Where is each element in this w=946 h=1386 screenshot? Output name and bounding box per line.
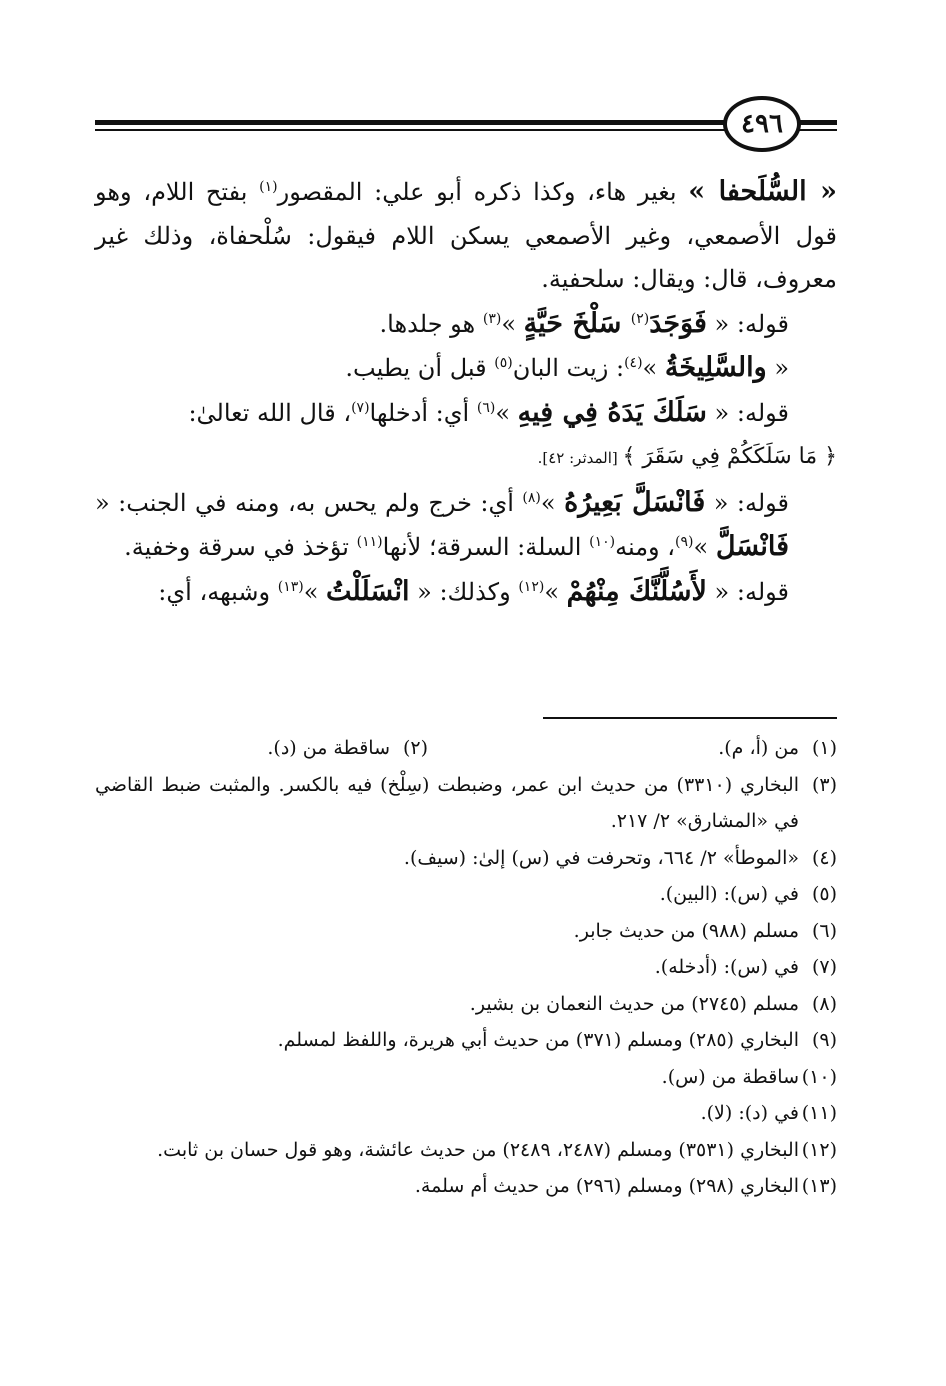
footnote-text: في (د): (لا). <box>700 1102 799 1124</box>
footnote-number: (١٠) <box>801 1065 837 1088</box>
headword: والسَّلِيخَةُ <box>664 352 767 383</box>
paragraph-6: قوله: « لأَسُلَّنَّكَ مِنْهُمْ »$^{(١٢)}$ وكذلك: « انْسَلَلْتُ »$^{(١٣)}$ وشبهه، أي: <box>158 575 789 607</box>
footnote-number: (٤) <box>811 846 837 869</box>
footnote-ref: (١٠) <box>589 534 616 550</box>
footnote-text: مسلم (٢٧٤٥) من حديث النعمان بن بشير. <box>469 992 799 1015</box>
footnote-number: (٥) <box>811 883 837 905</box>
footnote-number: (٩) <box>811 1029 837 1051</box>
footnote-ref: (١٣) <box>277 578 304 595</box>
footnote-ref: (٩) <box>675 534 694 550</box>
footnote-number: (١١) <box>801 1102 837 1124</box>
footnote-text: البخاري (٣٥٣١) ومسلم (٢٤٨٧، ٢٤٨٩) من حديث عائشة، وهو قول حسان بن ثابت. <box>157 1138 799 1161</box>
footnote-ref: (١) <box>259 179 278 195</box>
headword: سَلَكَ يَدَهُ فِي فِيهِ <box>517 396 707 428</box>
footnote <box>95 840 837 877</box>
headword: « السُّلَحفا » <box>688 176 837 207</box>
footnote-ref: (٨) <box>522 489 541 506</box>
footnote-ref: (٣) <box>482 310 502 327</box>
quran-verse <box>95 435 837 481</box>
headword: فَوَجَدَ <box>649 307 707 339</box>
footnote-text: مسلم (٩٨٨) من حديث جابر. <box>573 919 799 942</box>
footnote <box>95 913 837 950</box>
footnote-ref: (٢) <box>630 310 650 327</box>
footnote <box>95 1022 837 1059</box>
footnote-ref: (٤) <box>624 355 643 371</box>
footnote <box>95 949 837 986</box>
footnote-number: (٨) <box>811 992 837 1015</box>
footnote-text: البخاري (٢٩٨) ومسلم (٢٩٦) من حديث أم سلمة. <box>414 1175 799 1197</box>
page-number: ٤٩٦ <box>723 96 801 152</box>
footnote-text: في (س): (أدخله). <box>654 956 799 978</box>
paragraph-1: « السُّلَحفا » بغير هاء، وكذا ذكره أبو علي: المقصور$^{(١)}$ بفتح اللام، وهو قول الأصمعي، وغير الأصمعي يسكن اللام فيقول: سُلْحفاة، وذلك غير معروف، قال: ويقال: سلحفية. <box>95 176 837 293</box>
paragraph-4: قوله: « سَلَكَ يَدَهُ فِي فِيهِ »$^{(٦)}$ أي: أدخلها$^{(٧)}$، قال الله تعالىٰ: <box>188 396 789 428</box>
footnote-ref: (٧) <box>351 399 370 416</box>
main-text <box>95 170 837 614</box>
paragraph-2: قوله: « فَوَجَدَ$^{(٢)}$ سَلْخَ حَيَّةٍ »$^{(٣)}$ هو جلدها. <box>379 307 789 339</box>
footnote-text: ساقطة من (س). <box>661 1065 799 1088</box>
headword: سَلْخَ حَيَّةٍ <box>523 307 631 339</box>
footnote-number: (٧) <box>811 956 837 978</box>
footnote <box>95 986 837 1023</box>
headword: انْسَلَلْتُ <box>326 575 410 607</box>
verse-text: ﴿ مَا سَلَكَكُمْ فِي سَقَرَ ﴾ <box>622 444 837 469</box>
footnote-number: (١٢) <box>801 1138 837 1161</box>
footnote-text: من (أ، م). <box>718 737 799 759</box>
footnote <box>95 1059 837 1096</box>
headword: فَانْسَلَّ بَعِيرُهُ <box>564 486 706 518</box>
footnote-text: «الموطأ» ٢/ ٦٦٤، وتحرفت في (س) إلىٰ: (سيف). <box>403 846 799 869</box>
paragraph-5: قوله: « فَانْسَلَّ بَعِيرُهُ »$^{(٨)}$ أي: خرج ولم يحس به، ومنه في الجنب: « فَانْسَلَّ »$^{(٩)}$، ومنه$^{(١٠)}$ السلة: السرقة؛ لأنها$^{(١١)}$ تؤخذ في سرقة وخفية. <box>95 486 790 562</box>
footnote <box>95 1132 837 1169</box>
footnote-separator <box>543 717 837 719</box>
footnote-number: (٣) <box>811 773 837 796</box>
footnote-ref: (٥) <box>494 355 513 371</box>
footnote-number: (٢) <box>402 737 428 759</box>
footnote-text: في (س): (البين). <box>659 883 799 905</box>
footnotes <box>95 730 837 1205</box>
footnote <box>95 730 428 767</box>
footnote <box>95 767 837 840</box>
footnote-text: البخاري (٢٨٥) ومسلم (٣٧١) من حديث أبي هريرة، واللفظ لمسلم. <box>277 1029 799 1051</box>
footnote <box>95 1095 837 1132</box>
headword: فَانْسَلَّ <box>715 531 789 562</box>
footnote-text: ساقطة من (د). <box>267 737 390 759</box>
footnote <box>95 876 837 913</box>
page-header <box>95 96 837 156</box>
verse-reference: [المدثر: ٤٢]. <box>537 449 623 467</box>
footnote-number: (٦) <box>811 919 837 942</box>
footnote-ref: (٦) <box>476 399 496 416</box>
footnote-ref: (١١) <box>356 534 383 550</box>
headword: لأَسُلَّنَّكَ مِنْهُمْ <box>566 575 707 607</box>
footnote-text: البخاري (٣٣١٠) من حديث ابن عمر، وضبطت (سِلْخ) فيه بالكسر. والمثبت ضبط القاضي في «المشارق» ٢/ ٢١٧. <box>95 773 800 832</box>
footnote-row <box>95 730 837 767</box>
footnote <box>428 730 837 767</box>
paragraph-3: « والسَّلِيخَةُ »$^{(٤)}$: زيت البان$^{(٥)}$ قبل أن يطيب. <box>345 352 789 383</box>
footnote-ref: (١٢) <box>518 578 545 595</box>
footnote <box>95 1168 837 1205</box>
footnote-number: (١) <box>811 737 837 759</box>
footnote-number: (١٣) <box>801 1175 837 1197</box>
